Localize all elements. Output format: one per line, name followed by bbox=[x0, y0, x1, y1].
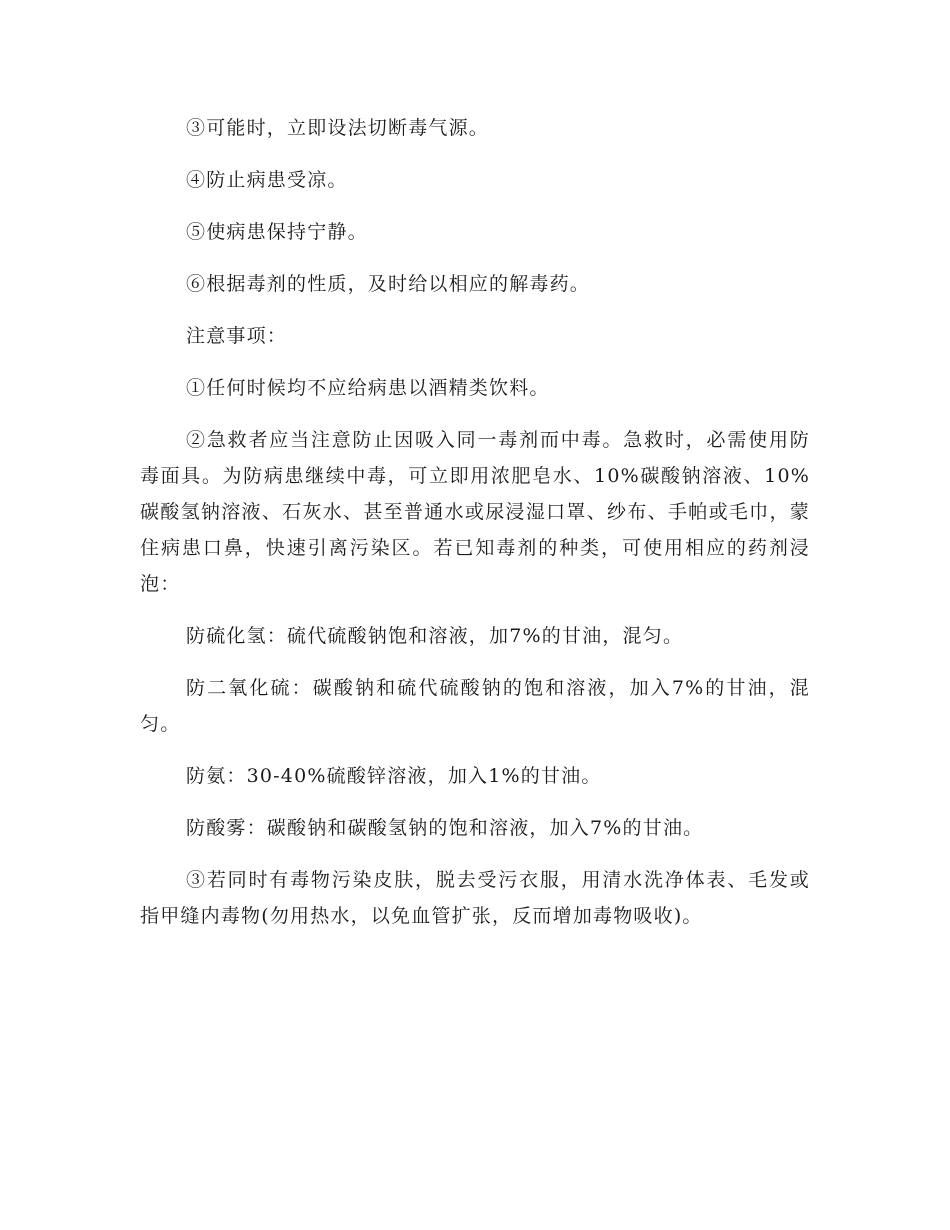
paragraph-keep-calm: ⑤使病患保持宁静。 bbox=[186, 221, 368, 243]
paragraph-acid-mist: 防酸雾：碳酸钠和碳酸氢钠的饱和溶液，加入7%的甘油。 bbox=[186, 817, 704, 839]
paragraph-rescuer-protection: ②急救者应当注意防止因吸入同一毒剂而中毒。急救时，必需使用防毒面具。为防病患继续中毒，可立即用浓肥皂水、10%碳酸钠溶液、10%碳酸氢钠溶液、石灰水、甚至普通水或尿浸湿口罩、纱布、手帕或毛巾，蒙住病患口鼻，快速引离污染区。若已知毒剂的种类，可使用相应的药剂浸泡： bbox=[140, 429, 810, 595]
paragraph-hydrogen-sulfide: 防硫化氢：硫代硫酸钠饱和溶液，加7%的甘油，混匀。 bbox=[186, 625, 684, 647]
paragraph-prevent-chill: ④防止病患受凉。 bbox=[186, 169, 348, 191]
paragraph-cut-gas-source: ③可能时，立即设法切断毒气源。 bbox=[186, 117, 490, 139]
paragraph-skin-decontamination: ③若同时有毒物污染皮肤，脱去受污衣服，用清水洗净体表、毛发或指甲缝内毒物(勿用热水，以免血管扩张，反而增加毒物吸收)。 bbox=[140, 869, 810, 927]
paragraph-no-alcohol: ①任何时候均不应给病患以酒精类饮料。 bbox=[186, 377, 550, 399]
paragraph-antidote: ⑥根据毒剂的性质，及时给以相应的解毒药。 bbox=[186, 273, 591, 295]
document-body bbox=[140, 110, 810, 950]
paragraph-ammonia: 防氨：30-40%硫酸锌溶液，加入1%的甘油。 bbox=[186, 765, 602, 787]
paragraph-sulfur-dioxide: 防二氧化硫：碳酸钠和硫代硫酸钠的饱和溶液，加入7%的甘油，混匀。 bbox=[140, 677, 810, 735]
paragraph-notes-heading: 注意事项： bbox=[186, 325, 288, 347]
